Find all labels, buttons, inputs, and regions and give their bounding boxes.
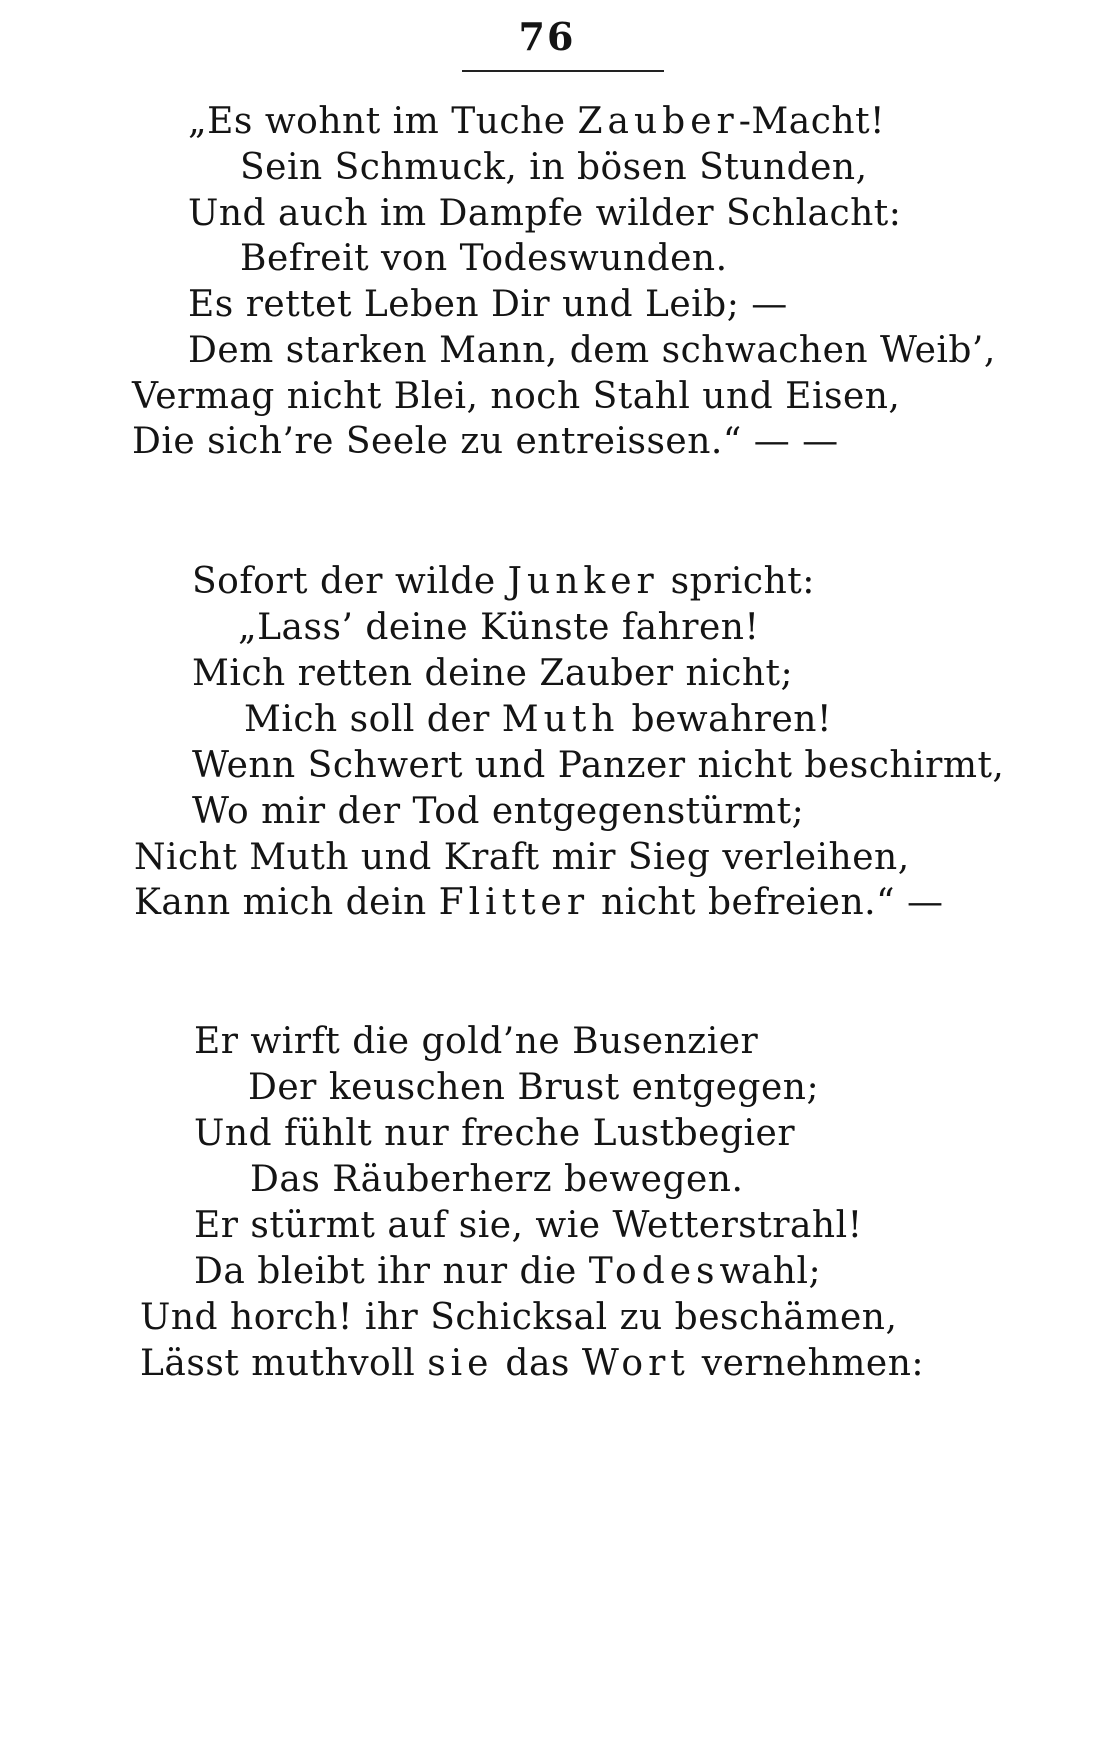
verse-line xyxy=(132,420,839,464)
spaced-emphasis: sie xyxy=(427,1343,494,1384)
spaced-emphasis: Muth xyxy=(501,699,620,740)
verse-line xyxy=(194,1112,795,1156)
verse-text: Mich soll der xyxy=(244,699,502,740)
verse-line xyxy=(194,1204,863,1248)
verse-line xyxy=(188,192,901,236)
verse-text: Kann mich dein xyxy=(134,882,439,923)
header-rule xyxy=(462,70,664,72)
verse-text: Sein Schmuck, in bösen Stunden, xyxy=(240,147,868,188)
verse-text: vernehmen: xyxy=(689,1343,925,1384)
verse-text: Das Räuberherz bewegen. xyxy=(250,1159,744,1200)
spaced-emphasis: Todes xyxy=(588,1251,720,1292)
verse-line xyxy=(240,146,868,190)
verse-line xyxy=(188,329,996,373)
verse-text: Und fühlt nur freche Lustbegier xyxy=(194,1113,796,1154)
verse-line xyxy=(244,698,832,742)
spaced-emphasis: Junker xyxy=(507,561,659,602)
verse-text: nicht befreien.“ — xyxy=(589,882,944,923)
verse-line xyxy=(192,652,793,696)
verse-text: Mich retten deine Zauber nicht; xyxy=(192,653,794,694)
verse-line xyxy=(188,283,788,327)
verse-text: das xyxy=(493,1343,582,1384)
verse-text: Vermag nicht Blei, noch Stahl und Eisen, xyxy=(132,376,901,417)
verse-line xyxy=(194,1020,758,1064)
verse-text: Wenn Schwert und Panzer nicht beschirmt, xyxy=(192,745,1005,786)
verse-text: Er stürmt auf sie, wie Wetterstrahl! xyxy=(194,1205,863,1246)
verse-text: Und auch im Dampfe wilder Schlacht: xyxy=(188,193,902,234)
verse-line xyxy=(192,560,815,604)
verse-text: Da bleibt ihr nur die xyxy=(194,1251,589,1292)
verse-text: Er wirft die gold’ne Busenzier xyxy=(194,1021,759,1062)
verse-text: Lässt muthvoll xyxy=(140,1343,428,1384)
verse-text: Dem starken Mann, dem schwachen Weib’, xyxy=(188,330,996,371)
verse-line xyxy=(194,1250,821,1294)
verse-line xyxy=(248,1066,819,1110)
verse-text: Sofort der wilde xyxy=(192,561,508,602)
verse-line xyxy=(132,375,900,419)
verse-text: Wo mir der Tod entgegenstürmt; xyxy=(192,791,805,832)
verse-line xyxy=(140,1296,897,1340)
verse-line xyxy=(134,836,910,880)
verse-line xyxy=(140,1342,924,1386)
spaced-emphasis: Flitter xyxy=(438,882,590,923)
verse-text: „Es wohnt im Tuche xyxy=(188,101,578,142)
verse-text: „Lass’ deine Künste fahren! xyxy=(238,607,760,648)
verse-line xyxy=(238,606,759,650)
verse-text: wahl; xyxy=(719,1251,822,1292)
verse-text: Es rettet Leben Dir und Leib; — xyxy=(188,284,788,325)
verse-text: Nicht Muth und Kraft mir Sieg verleihen, xyxy=(134,837,910,878)
verse-text: bewahren! xyxy=(619,699,832,740)
verse-text: -Macht! xyxy=(738,101,886,142)
verse-text: Und horch! ihr Schicksal zu beschämen, xyxy=(140,1297,898,1338)
spaced-emphasis: Wort xyxy=(581,1343,690,1384)
spaced-emphasis: Zauber xyxy=(577,101,739,142)
verse-line xyxy=(134,881,943,925)
verse-line xyxy=(250,1158,743,1202)
verse-text: spricht: xyxy=(658,561,815,602)
verse-text: Der keuschen Brust entgegen; xyxy=(248,1067,820,1108)
verse-text: Befreit von Todeswunden. xyxy=(240,238,728,279)
verse-line xyxy=(192,744,1004,788)
verse-text: Die sich’re Seele zu entreissen.“ — — xyxy=(132,421,839,462)
verse-line xyxy=(192,790,804,834)
verse-line xyxy=(240,237,728,281)
verse-line xyxy=(188,100,885,144)
page-number: 76 xyxy=(518,14,576,59)
